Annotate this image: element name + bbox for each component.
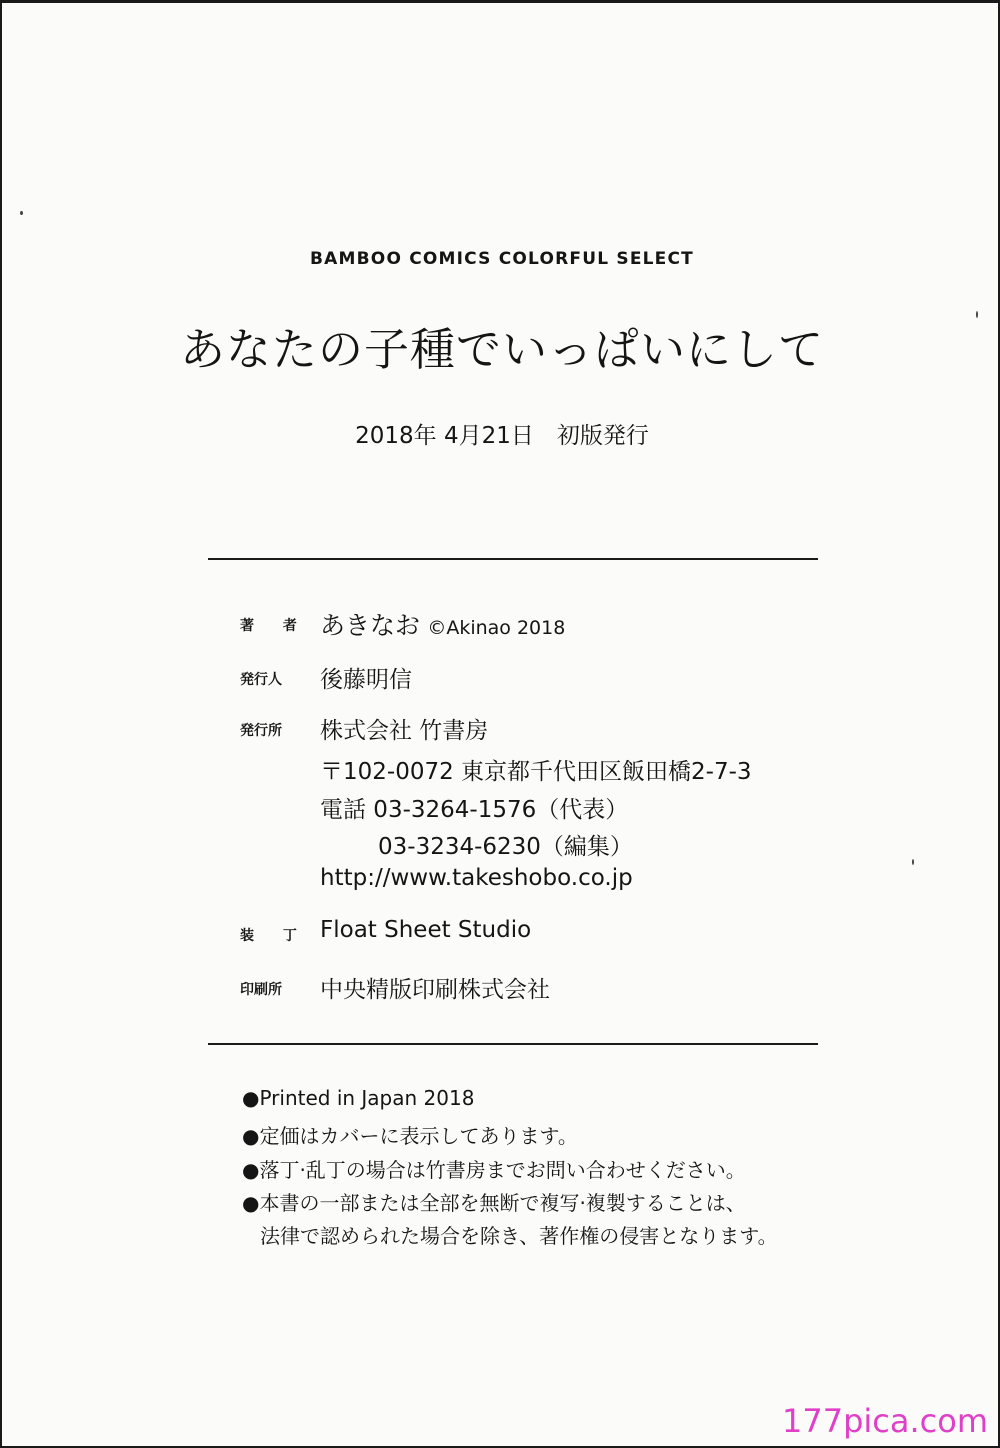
design-label: 装 丁	[240, 928, 309, 944]
watermark: 177pica.com	[782, 1402, 988, 1440]
printer-name: 中央精版印刷株式会社	[320, 977, 550, 1003]
publisher-address: 〒102-0072 東京都千代田区飯田橋2-7-3	[320, 759, 752, 785]
publisher-label: 発行所	[240, 723, 282, 739]
note-defects: ●落丁·乱丁の場合は竹書房までお問い合わせください。	[242, 1158, 746, 1182]
series-name: BAMBOO COMICS COLORFUL SELECT	[310, 249, 694, 269]
dust-speck	[20, 211, 23, 215]
note-copyright-cont: 法律で認められた場合を除き、著作権の侵害となります。	[260, 1224, 778, 1248]
author-line	[320, 606, 565, 642]
design-credit: Float Sheet Studio	[320, 917, 532, 943]
dust-speck	[912, 859, 914, 865]
note-copyright: ●本書の一部または全部を無断で複写·複製することは、	[242, 1191, 746, 1215]
divider-top	[208, 558, 818, 560]
note-printed: ●Printed in Japan 2018	[242, 1086, 475, 1110]
divider-bottom	[208, 1043, 818, 1045]
publication-date: 2018年 4月21日 初版発行	[355, 423, 649, 449]
author-name: あきなお	[320, 611, 421, 640]
author-label: 著 者	[240, 618, 309, 634]
book-title: あなたの子種でいっぱいにして	[179, 323, 824, 376]
issuer-name: 後藤明信	[320, 667, 412, 693]
publisher-phone-main: 電話 03-3264-1576（代表）	[320, 797, 629, 823]
printer-label: 印刷所	[240, 982, 282, 998]
publisher-phone-edit: 03-3234-6230（編集）	[378, 834, 633, 860]
note-price: ●定価はカバーに表示してあります。	[242, 1124, 578, 1148]
issuer-label: 発行人	[240, 672, 282, 688]
publisher-company: 株式会社 竹書房	[320, 718, 489, 744]
publisher-url: http://www.takeshobo.co.jp	[320, 865, 633, 891]
author-copyright: ©Akinao 2018	[427, 617, 566, 639]
